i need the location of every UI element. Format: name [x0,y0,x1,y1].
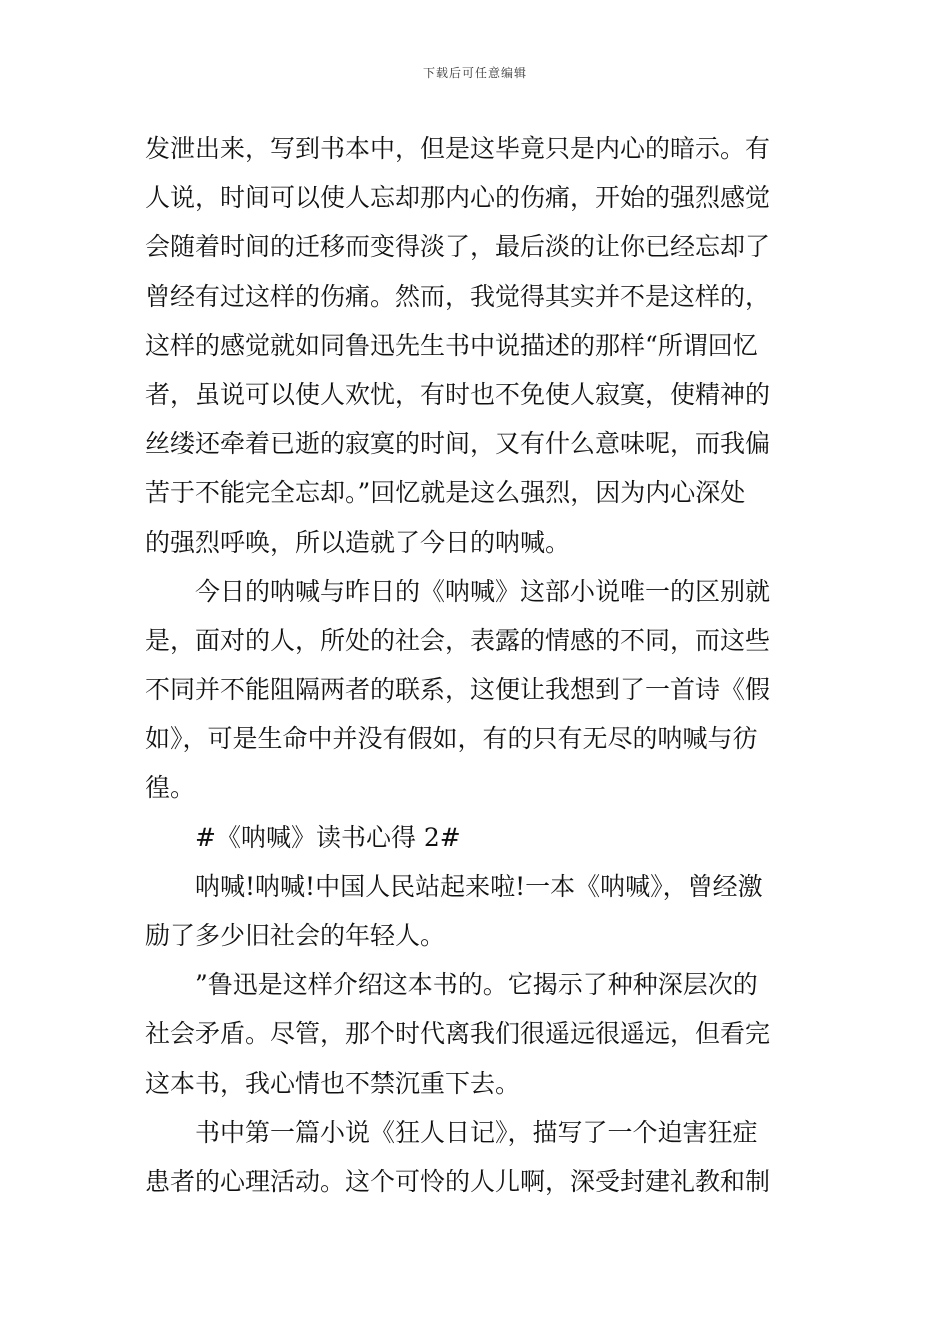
text-line: 者，虽说可以使人欢忧，有时也不免使人寂寞，使精神的 [145,379,771,409]
text-line: 曾经有过这样的伤痛。然而，我觉得其实并不是这样的， [145,281,771,311]
text-line: 徨。 [145,773,196,803]
paragraph-start-line: 书中第一篇小说《狂人日记》，描写了一个迫害狂症 [195,1117,758,1147]
section-heading: #《呐喊》读书心得 2# [195,822,461,852]
paragraph-start-line: 今日的呐喊与昨日的《呐喊》这部小说唯一的区别就 [195,576,771,606]
text-line: 是，面对的人，所处的社会，表露的情感的不同，而这些 [145,625,771,655]
paragraph-start-line: ”鲁迅是这样介绍这本书的。它揭示了种种深层次的 [195,970,758,1000]
text-line: 励了多少旧社会的年轻人。 [145,921,446,950]
text-line: 不同并不能阻隔两者的联系，这便让我想到了一首诗《假 [145,675,771,705]
text-line: 发泄出来，写到书本中，但是这毕竟只是内心的暗示。有 [145,134,771,163]
text-line: 丝缕还牵着已逝的寂寞的时间，又有什么意味呢，而我偏 [145,429,771,459]
paragraph-start-line: 呐喊!呐喊!中国人民站起来啦!一本《呐喊》，曾经激 [195,871,763,901]
text-line: 这本书，我心情也不禁沉重下去。 [145,1068,521,1098]
text-line: 社会矛盾。尽管，那个时代离我们很遥远很遥远，但看完 [145,1019,771,1049]
text-line: 如》，可是生命中并没有假如，有的只有无尽的呐喊与彷 [145,724,758,754]
text-line: 人说，时间可以使人忘却那内心的伤痛，开始的强烈感觉 [145,183,771,213]
page-header: 下载后可任意编辑 [422,66,527,80]
text-line: 患者的心理活动。这个可怜的人儿啊，深受封建礼教和制 [145,1166,771,1196]
text-line: 这样的感觉就如同鲁迅先生书中说描述的那样“所谓回忆 [145,330,758,360]
text-line: 苦于不能完全忘却。”回忆就是这么强烈，因为内心深处 [145,478,746,508]
text-line: 的强烈呼唤，所以造就了今日的呐喊。 [145,527,571,557]
text-line: 会随着时间的迁移而变得淡了，最后淡的让你已经忘却了 [145,232,771,262]
document-body [145,124,810,1206]
